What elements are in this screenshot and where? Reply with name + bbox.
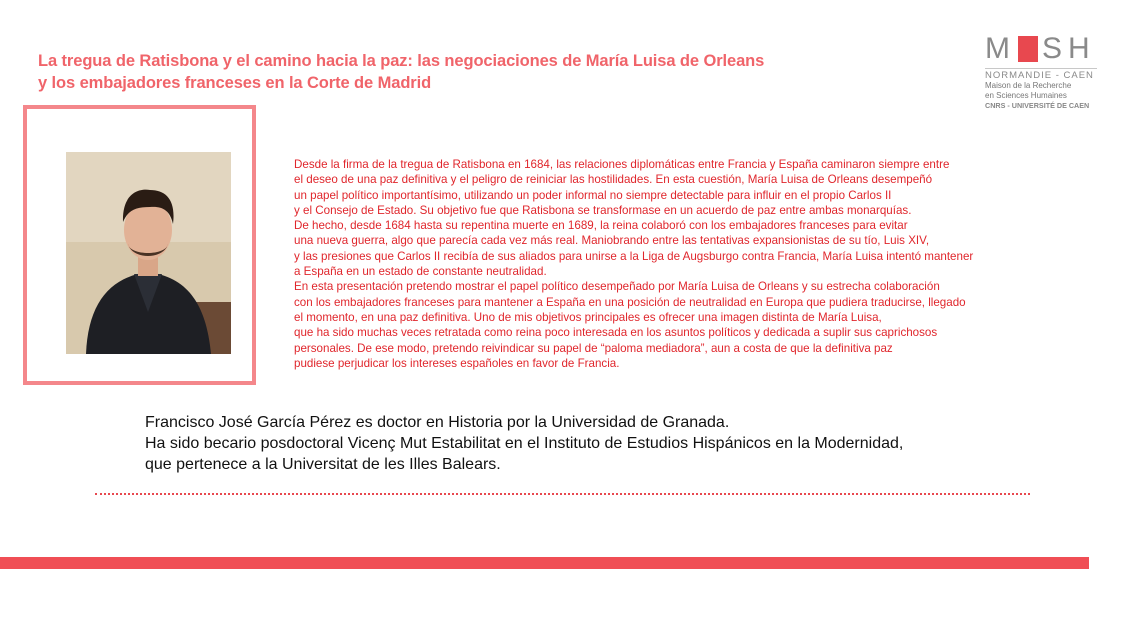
speaker-photo <box>66 152 231 354</box>
abstract-line: a España en un estado de constante neutralidad. <box>294 265 547 279</box>
dotted-divider <box>95 493 1030 495</box>
abstract-line: De hecho, desde 1684 hasta su repentina muerte en 1689, la reina colaboró con los embajadores franceses para evitar <box>294 219 908 233</box>
speaker-bio <box>145 412 1105 475</box>
photo-frame <box>23 105 256 385</box>
logo-line-1: Maison de la Recherche <box>985 81 1072 90</box>
abstract-line: y las presiones que Carlos II recibía de sus aliados para unirse a la Liga de Augsburgo contra Francia, María Luisa intentó mantener <box>294 249 974 263</box>
abstract-line: el momento, en una paz definitiva. Uno de mis objetivos principales es ofrecer una imagen distinta de María Luisa, <box>294 310 882 324</box>
abstract-line: En esta presentación pretendo mostrar el papel político desempeñado por María Luisa de Orleans y su estrecha colaboración <box>294 280 940 294</box>
logo-letter-m: M <box>985 32 1016 65</box>
abstract-line: el deseo de una paz definitiva y el peligro de reiniciar las hostilidades. En esta cuestión, María Luisa de Orleans desempeñó <box>294 173 933 187</box>
logo-line-2: en Sciences Humaines <box>985 91 1067 100</box>
abstract-line: una nueva guerra, algo que parecía cada vez más real. Maniobrando entre las tentativas expansionistas de su tío, Luis XIV, <box>294 234 930 248</box>
abstract-line: con los embajadores franceses para mantener a España en una posición de neutralidad en Europa que pudiera traducirse, llegado <box>294 295 966 309</box>
abstract-line: pudiese perjudicar los intereses españoles en favor de Francia. <box>294 356 620 370</box>
bio-line: Ha sido becario posdoctoral Vicenç Mut Estabilitat en el Instituto de Estudios Hispánicos en la Modernidad, <box>145 435 904 452</box>
title-line-1: La tregua de Ratisbona y el camino hacia la paz: las negociaciones de María Luisa de Orleans <box>38 52 765 70</box>
abstract-line: y el Consejo de Estado. Su objetivo fue que Ratisbona se transformase en un acuerdo de paz entre ambas monarquías. <box>294 203 912 217</box>
abstract-line: personales. De ese modo, pretendo reivindicar su papel de “paloma mediadora”, aun a costa de que la definitiva paz <box>294 341 893 355</box>
abstract-text <box>294 157 1124 371</box>
title-line-2: y los embajadores franceses en la Corte de Madrid <box>38 74 432 92</box>
mrsh-logo <box>985 34 1105 111</box>
bottom-accent-bar <box>0 557 1089 569</box>
logo-letters: SH <box>1042 32 1096 65</box>
abstract-line: que ha sido muchas veces retratada como reina poco interesada en los asuntos políticos y dedicada a suplir sus caprichosos <box>294 326 938 340</box>
abstract-line: Desde la firma de la tregua de Ratisbona en 1684, las relaciones diplomáticas entre Francia y España caminaron siempre entre <box>294 158 950 171</box>
bio-line: que pertenece a la Universitat de les Illes Balears. <box>145 456 501 473</box>
logo-wordmark <box>985 34 1105 64</box>
logo-line-3: CNRS - UNIVERSITÉ DE CAEN <box>985 101 1090 110</box>
speaker-portrait-illustration <box>66 152 231 354</box>
page-title <box>38 50 938 94</box>
logo-region: NORMANDIE - CAEN <box>985 68 1097 81</box>
logo-r-block <box>1018 36 1038 62</box>
abstract-line: un papel político importantísimo, utilizando un poder informal no siempre detectable para influir en el propio Carlos II <box>294 188 892 202</box>
bio-line: Francisco José García Pérez es doctor en Historia por la Universidad de Granada. <box>145 414 730 431</box>
